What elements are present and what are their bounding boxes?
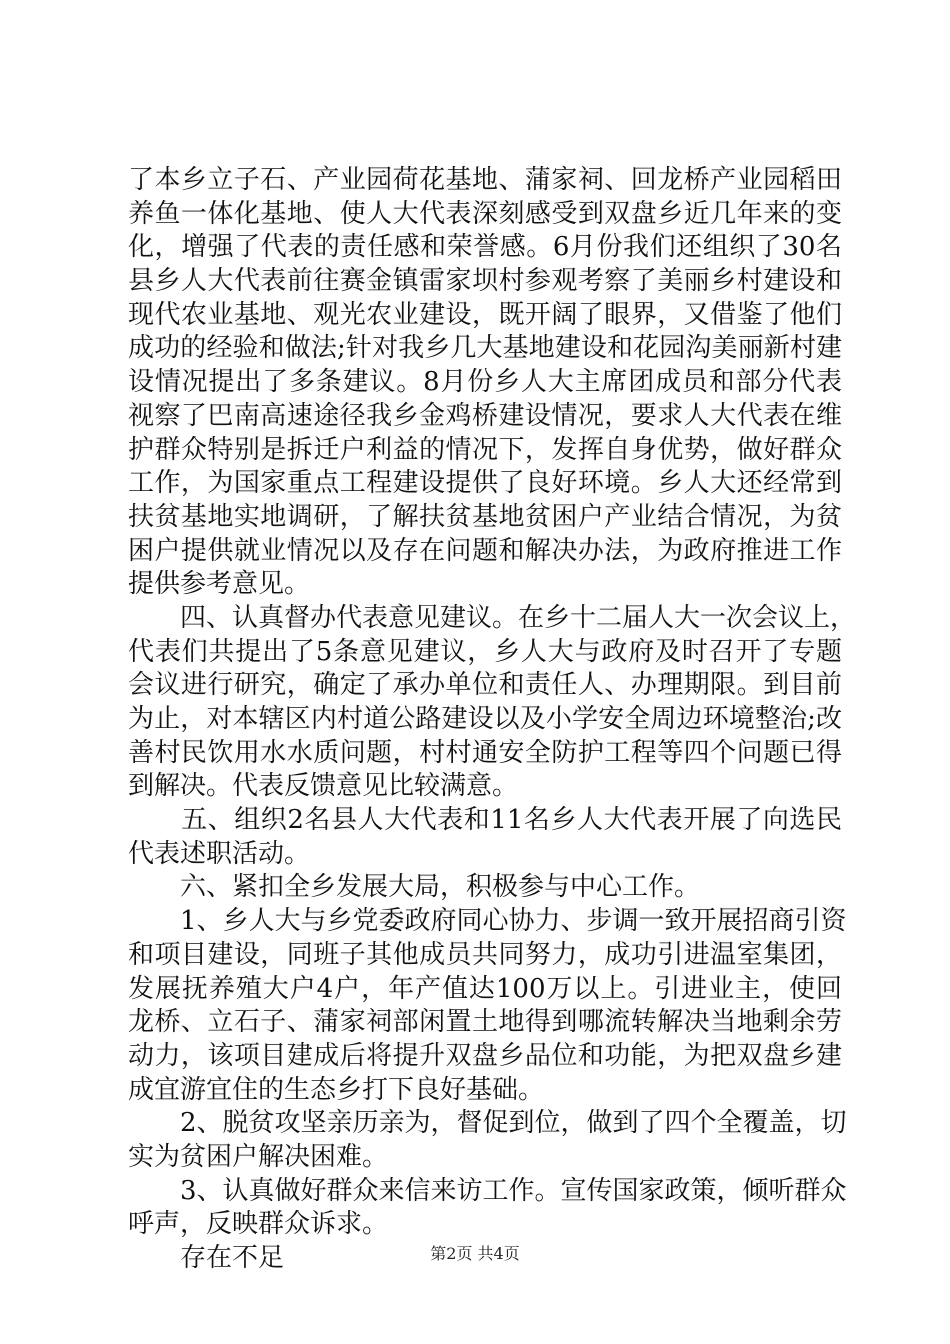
- text-line: 视察了巴南高速途径我乡金鸡桥建设情况，要求人大代表在维: [128, 400, 842, 431]
- text-line: 实为贫困户解决困难。: [128, 1141, 389, 1172]
- text-line: 了本乡立子石、产业园荷花基地、蒲家祠、回龙桥产业园稻田: [128, 165, 842, 195]
- page-footer: 第2页 共4页: [430, 1244, 520, 1263]
- section-heading-4: 四、认真督办代表意见建议。在乡十二届人大一次会议上，: [128, 602, 857, 633]
- list-item-1: 1、乡人大与乡党委政府同心协力、步调一致开展招商引资: [128, 906, 847, 937]
- text-line: 养鱼一体化基地、使人大代表深刻感受到双盘乡近几年来的变: [128, 198, 842, 229]
- text-line: 和项目建设，同班子其他成员共同努力，成功引进温室集团，: [128, 939, 842, 970]
- text-line: 善村民饮用水水质问题，村村通安全防护工程等四个问题已得: [128, 737, 842, 768]
- text-line: 护群众特别是拆迁户利益的情况下，发挥自身优势，做好群众: [128, 434, 842, 465]
- text-line: 工作，为国家重点工程建设提供了良好环境。乡人大还经常到: [128, 468, 842, 499]
- text-line: 现代农业基地、观光农业建设，既开阔了眼界，又借鉴了他们: [128, 299, 842, 330]
- text-line: 化，增强了代表的责任感和荣誉感。6月份我们还组织了30名: [128, 232, 842, 263]
- text-line: 动力，该项目建成后将提升双盘乡品位和功能，为把双盘乡建: [128, 1040, 842, 1071]
- text-line: 扶贫基地实地调研，了解扶贫基地贫困户产业结合情况，为贫: [128, 501, 842, 532]
- list-item-2: 2、脱贫攻坚亲历亲为，督促到位，做到了四个全覆盖，切: [128, 1108, 847, 1139]
- text-line: 成宜游宜住的生态乡打下良好基础。: [128, 1074, 545, 1105]
- text-line: 困户提供就业情况以及存在问题和解决办法，为政府推进工作: [128, 535, 842, 566]
- text-line: 龙桥、立石子、蒲家祠部闲置土地得到哪流转解决当地剩余劳: [128, 1007, 842, 1038]
- text-line: 提供参考意见。: [128, 569, 311, 600]
- text-line: 设情况提出了多条建议。8月份乡人大主席团成员和部分代表: [128, 367, 842, 398]
- text-line: 到解决。代表反馈意见比较满意。: [128, 771, 519, 802]
- document-body: [128, 164, 857, 1276]
- section-heading-shortcomings: 存在不足: [128, 1243, 285, 1273]
- text-line: 代表述职活动。: [128, 838, 311, 869]
- section-heading-6: 六、紧扣全乡发展大局，积极参与中心工作。: [128, 872, 701, 903]
- text-line: 发展抚养殖大户4户，年产值达100万以上。引进业主，使回: [128, 973, 842, 1004]
- text-line: 成功的经验和做法;针对我乡几大基地建设和花园沟美丽新村建: [128, 333, 842, 364]
- text-line: 代表们共提出了5条意见建议，乡人大与政府及时召开了专题: [128, 636, 842, 667]
- text-line: 会议进行研究，确定了承办单位和责任人、办理期限。到目前: [128, 670, 842, 701]
- section-heading-5: 五、组织2名县人大代表和11名乡人大代表开展了向选民: [128, 805, 842, 836]
- text-line: 为止，对本辖区内村道公路建设以及小学安全周边环境整治;改: [128, 704, 842, 734]
- list-item-3: 3、认真做好群众来信来访工作。宣传国家政策，倾听群众: [128, 1175, 847, 1206]
- text-line: 呼声，反映群众诉求。: [128, 1209, 389, 1240]
- text-line: 县乡人大代表前往赛金镇雷家坝村参观考察了美丽乡村建设和: [128, 266, 842, 297]
